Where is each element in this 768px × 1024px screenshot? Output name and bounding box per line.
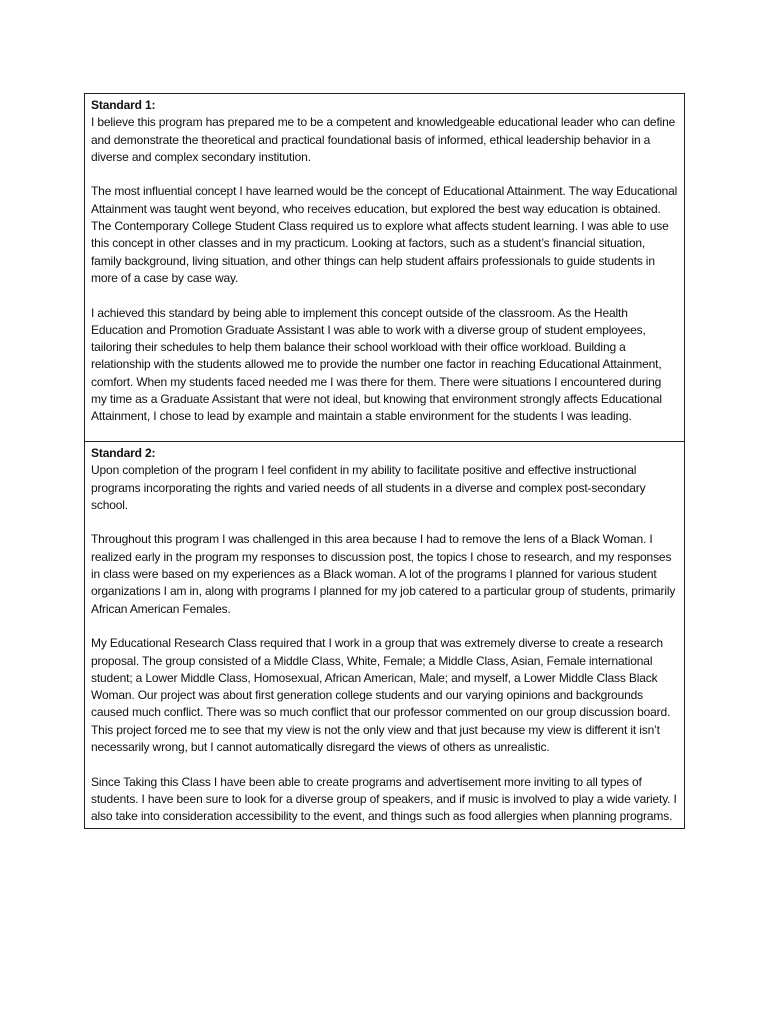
standard-2-heading: Standard 2: (91, 446, 156, 460)
standard-1-heading: Standard 1: (91, 98, 156, 112)
standard-2-paragraph: Since Taking this Class I have been able to create programs and advertisement more inviting to all types of students. I have been sure to look for a diverse group of speakers, and if music is involved to play a wide variety. I also take into consideration accessibility to the event, and things such as food allergies when planning programs. (91, 774, 677, 824)
standard-1-paragraph: The most influential concept I have learned would be the concept of Educational Attainment. The way Educational Attainment was taught went beyond, who receives education, but explored the best way education is obtained. The Contemporary College Student Class required us to explore what affects student learning. I was able to use this concept in other classes and in my practicum. Looking at factors, such as a student’s financial situation, family background, living situation, and other things can help student affairs professionals to guide students in more of a case by case way. (91, 184, 678, 285)
standard-1-cell (85, 94, 684, 441)
standard-2-paragraph: Upon completion of the program I feel confident in my ability to facilitate positive and effective instructional programs incorporating the rights and varied needs of all students in a diverse and complex post-secondary school. (91, 463, 646, 512)
standard-2-paragraph: My Educational Research Class required that I work in a group that was extremely diverse to create a research proposal. The group consisted of a Middle Class, White, Female; a Middle Class, Asian, Female international student; a Lower Middle Class, Homosexual, African American, Male; and myself, a Lower Middle Class Black Woman. Our project was about first generation college students and our varying opinions and backgrounds caused much conflict. There was so much conflict that our professor commented on our group discussion board. This project forced me to see that my view is not the only view and that just because my view is different it isn’t necessarily wrong, but I cannot automatically disregard the views of others as unrealistic. (91, 636, 671, 755)
standards-table (84, 93, 685, 829)
standard-2-paragraph: Throughout this program I was challenged in this area because I had to remove the lens of a Black Woman. I realized early in the program my responses to discussion post, the topics I chose to research, and my responses in class were based on my experiences as a Black woman. A lot of the programs I planned for various student organizations I am in, along with programs I planned for my job catered to a particular group of students, primarily African American Females. (91, 532, 676, 616)
standard-1-paragraph: I believe this program has prepared me to be a competent and knowledgeable educational leader who can define and demonstrate the theoretical and practical foundational basis of informed, ethical leadership behavior in a diverse and complex secondary institution. (91, 115, 676, 164)
standard-2-cell (85, 441, 684, 828)
standard-1-paragraph: I achieved this standard by being able to implement this concept outside of the classroom. As the Health Education and Promotion Graduate Assistant I was able to work with a diverse group of student employees, tailoring their schedules to help them balance their school workload with their office workload. Building a relationship with the students allowed me to provide the number one factor in reaching Educational Attainment, comfort. When my students faced needed me I was there for them. There were situations I encountered during my time as a Graduate Assistant that were not ideal, but knowing that environment strongly affects Educational Attainment, I chose to lead by example and maintain a stable environment for the students I was leading. (91, 305, 662, 424)
